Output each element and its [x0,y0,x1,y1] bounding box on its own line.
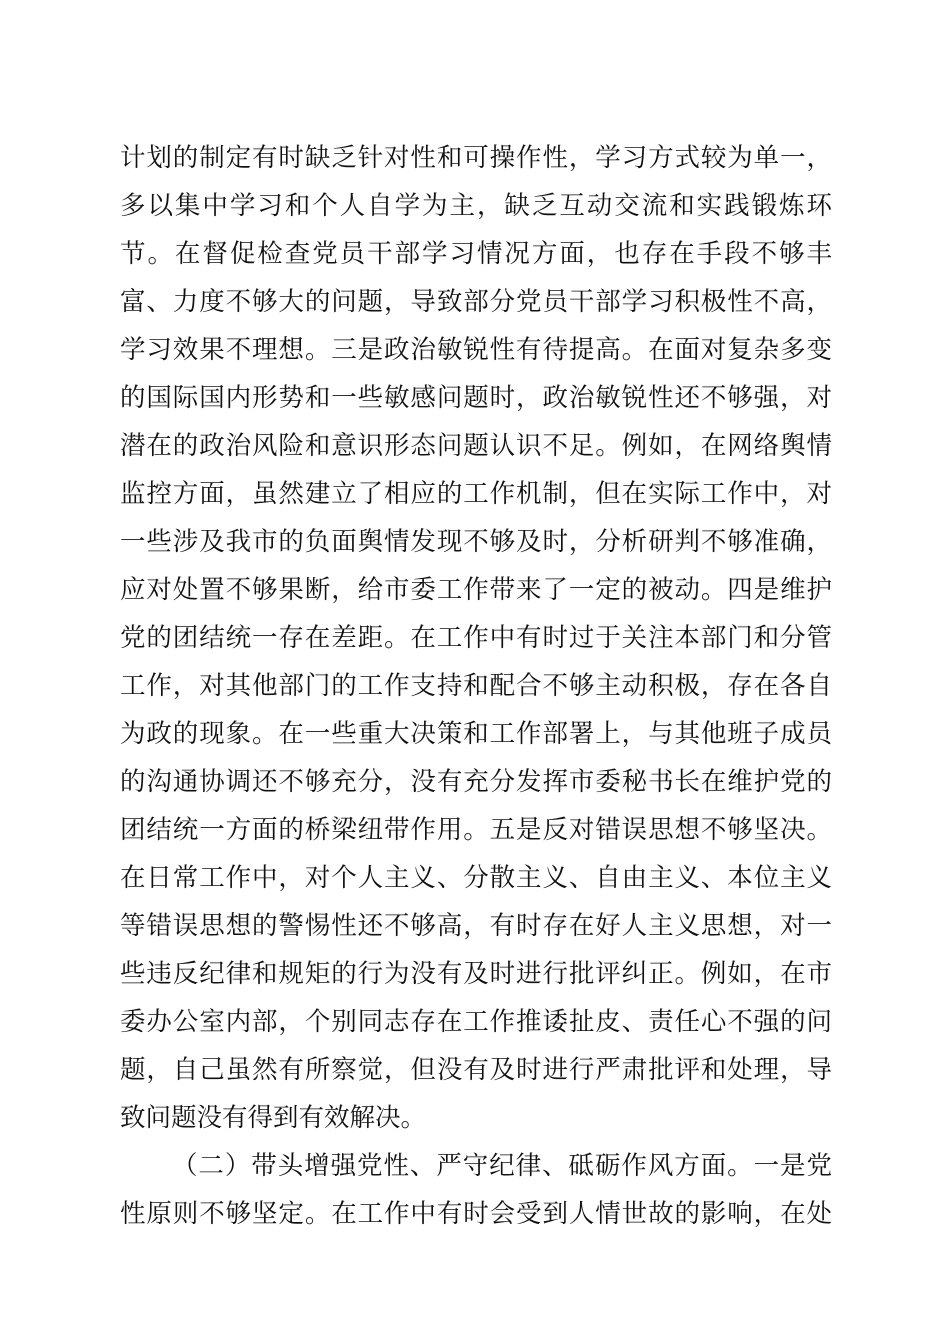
text-line: 在日常工作中，对个人主义、分散主义、自由主义、本位主义 [120,863,832,893]
text-line: 潜在的政治风险和意识形态问题认识不足。例如，在网络舆情 [120,431,832,461]
text-line: 等错误思想的警惕性还不够高，有时存在好人主义思想，对一 [120,911,832,941]
text-line: 一些涉及我市的负面舆情发现不够及时，分析研判不够准确， [120,527,832,557]
text-line: 的沟通协调还不够充分，没有充分发挥市委秘书长在维护党的 [120,767,832,797]
text-line: 多以集中学习和个人自学为主，缺乏互动交流和实践锻炼环 [120,191,832,221]
text-line: 的国际国内形势和一些敏感问题时，政治敏锐性还不够强，对 [120,383,832,413]
text-line: 监控方面，虽然建立了相应的工作机制，但在实际工作中，对 [120,479,832,509]
text-line: 计划的制定有时缺乏针对性和可操作性，学习方式较为单一， [120,143,832,173]
text-line: 致问题没有得到有效解决。 [120,1103,427,1133]
text-line: 应对处置不够果断，给市委工作带来了一定的被动。四是维护 [120,575,832,605]
text-line: 性原则不够坚定。在工作中有时会受到人情世故的影响，在处 [120,1199,832,1229]
text-line: 工作，对其他部门的工作支持和配合不够主动积极，存在各自 [120,671,832,701]
text-line: 党的团结统一存在差距。在工作中有时过于关注本部门和分管 [120,623,832,653]
section-heading-line: （二）带头增强党性、严守纪律、砥砺作风方面。一是党 [172,1151,832,1181]
text-line: 节。在督促检查党员干部学习情况方面，也存在手段不够丰 [120,239,832,269]
text-line: 些违反纪律和规矩的行为没有及时进行批评纠正。例如，在市 [120,959,832,989]
text-line: 学习效果不理想。三是政治敏锐性有待提高。在面对复杂多变 [120,335,832,365]
text-line: 为政的现象。在一些重大决策和工作部署上，与其他班子成员 [120,719,832,749]
text-line: 富、力度不够大的问题，导致部分党员干部学习积极性不高， [120,287,832,317]
text-line: 题，自己虽然有所察觉，但没有及时进行严肃批评和处理，导 [120,1055,832,1085]
text-line: 委办公室内部，个别同志存在工作推诿扯皮、责任心不强的问 [120,1007,832,1037]
text-line: 团结统一方面的桥梁纽带作用。五是反对错误思想不够坚决。 [120,815,832,845]
